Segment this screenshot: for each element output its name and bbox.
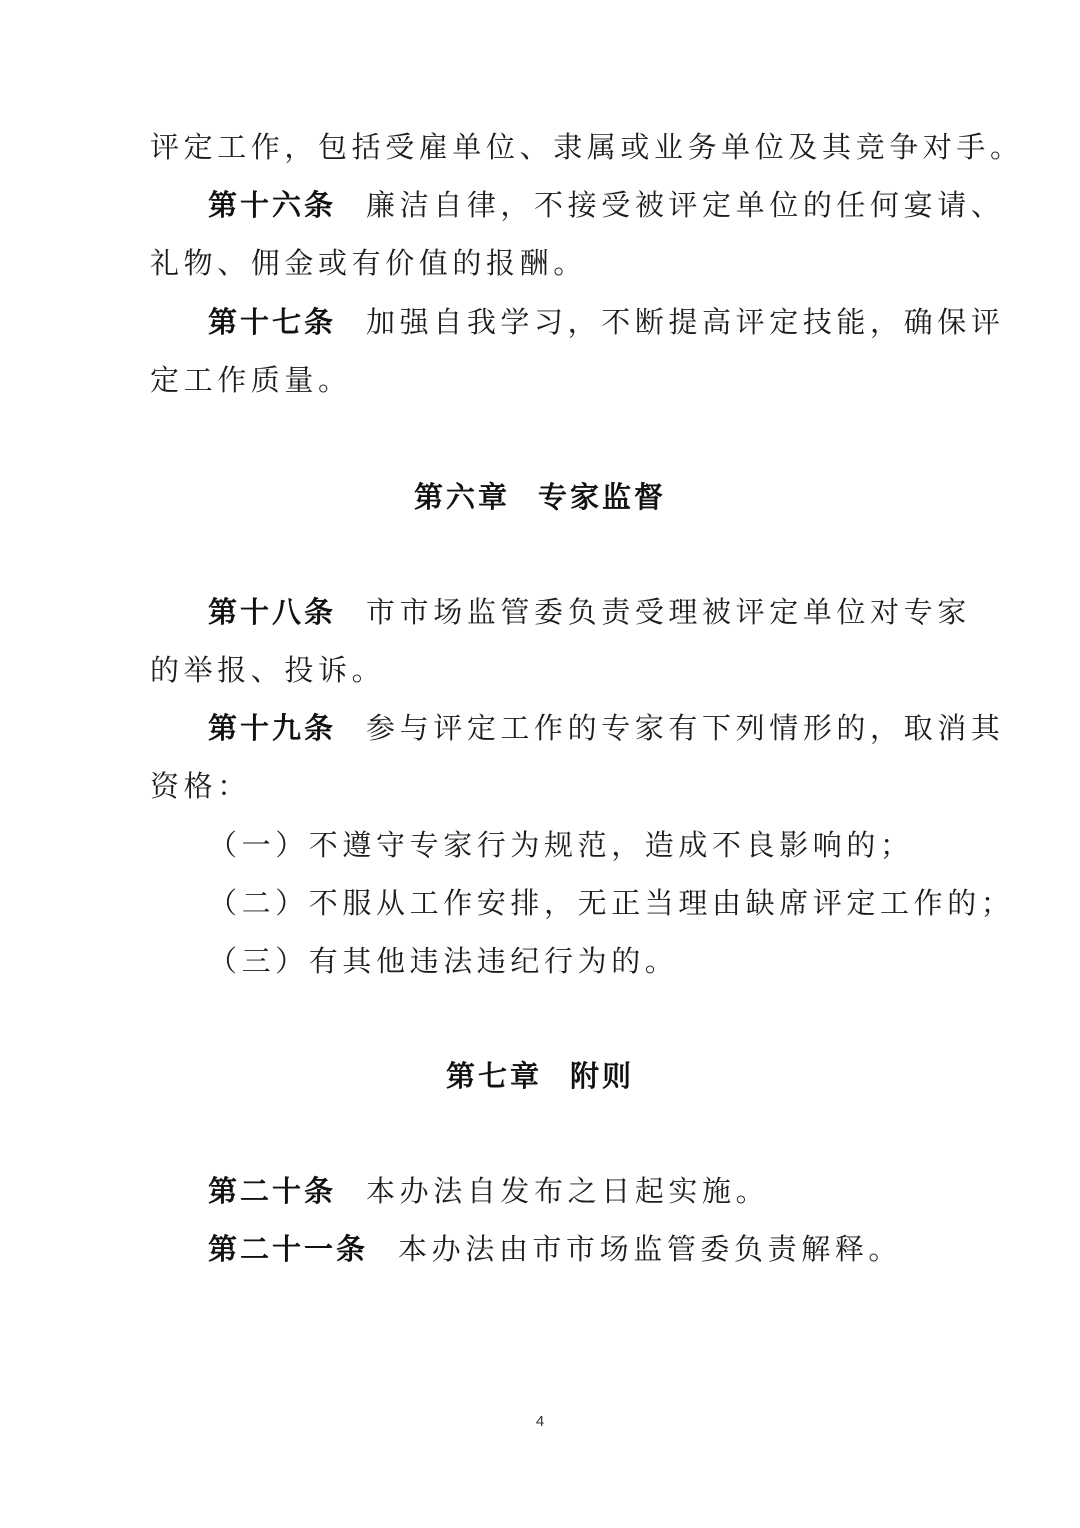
list-item-text: （一）不遵守专家行为规范，造成不良影响的； — [208, 828, 914, 862]
article-17-continuation — [150, 360, 352, 400]
list-item-3 — [208, 941, 678, 981]
list-item-1 — [208, 825, 914, 865]
chapter-number: 第六章 — [413, 480, 510, 514]
list-item-2 — [208, 883, 1014, 923]
article-text: 参与评定工作的专家有下列情形的，取消其 — [366, 711, 1005, 745]
article-label: 第十九条 — [208, 711, 337, 745]
article-label: 第十七条 — [208, 305, 337, 339]
article-16 — [208, 185, 1004, 225]
article-16-continuation — [150, 243, 587, 283]
article-text: 的举报、投诉。 — [150, 653, 386, 687]
article-19 — [208, 708, 1004, 748]
list-item-text: （二）不服从工作安排，无正当理由缺席评定工作的； — [208, 886, 1015, 920]
paragraph-continuation — [150, 127, 1024, 167]
chapter-6-heading — [0, 477, 1080, 517]
article-text: 礼物、佣金或有价值的报酬。 — [150, 246, 587, 280]
article-text: 本办法自发布之日起实施。 — [366, 1174, 770, 1208]
article-label: 第二十条 — [208, 1174, 337, 1208]
article-text: 加强自我学习，不断提高评定技能，确保评 — [366, 305, 1005, 339]
article-18-continuation — [150, 650, 385, 690]
article-text: 资格： — [150, 769, 251, 803]
chapter-title: 附则 — [570, 1059, 635, 1093]
article-text: 本办法由市市场监管委负责解释。 — [398, 1232, 903, 1266]
paragraph-text: 评定工作，包括受雇单位、隶属或业务单位及其竞争对手。 — [150, 130, 1024, 164]
article-21 — [208, 1229, 902, 1269]
list-item-text: （三）有其他违法违纪行为的。 — [208, 944, 679, 978]
article-text: 廉洁自律，不接受被评定单位的任何宴请、 — [366, 188, 1005, 222]
article-text: 市市场监管委负责受理被评定单位对专家 — [366, 595, 971, 629]
article-label: 第十六条 — [208, 188, 337, 222]
page-number: 4 — [535, 1413, 545, 1430]
article-text: 定工作质量。 — [150, 363, 352, 397]
chapter-title: 专家监督 — [538, 480, 667, 514]
article-label: 第二十一条 — [208, 1232, 369, 1266]
article-label: 第十八条 — [208, 595, 337, 629]
article-17 — [208, 302, 1004, 342]
chapter-number: 第七章 — [445, 1059, 542, 1093]
article-18 — [208, 592, 971, 632]
chapter-7-heading — [0, 1056, 1080, 1096]
article-19-continuation — [150, 766, 251, 806]
article-20 — [208, 1171, 769, 1211]
